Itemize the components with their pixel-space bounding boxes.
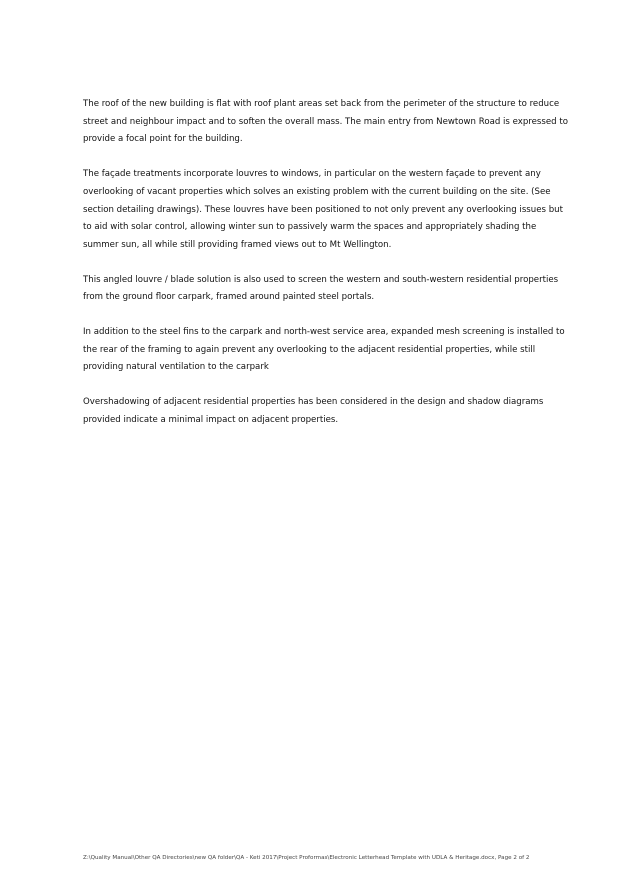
paragraph-roof: The roof of the new building is flat with roof plant areas set back from the perimeter of the structure to reduce street and neighbour impact and to soften the overall mass. The main entry from Newtown Road is expressed to provide a focal point for the building. [83, 99, 568, 145]
paragraph-louvre: This angled louvre / blade solution is also used to screen the western and south-western residential properties from the ground floor carpark, framed around painted steel portals. [83, 274, 559, 303]
page-footer-path: Z:\Quality Manual\Other QA Directories\new QA folder\QA - Keti 2017\Project Proformas\Electronic Letterhead Template with UDLA & Heritage.docx, Page 2 of 2 [83, 855, 530, 861]
document-body [83, 96, 573, 447]
paragraph-mesh-screening: In addition to the steel fins to the carpark and north-west service area, expanded mesh screening is installed to the rear of the framing to again prevent any overlooking to the adjacent residential properties, while still providing natural ventilation to the carpark [83, 327, 565, 373]
paragraph-facade: The façade treatments incorporate louvres to windows, in particular on the western façade to prevent any overlooking of vacant properties which solves an existing problem with the current building on the site. (See section detailing drawings). These louvres have been positioned to not only prevent any overlooking issues but to aid with solar control, allowing winter sun to passively warm the spaces and appropriately shading the summer sun, all while still providing framed views out to Mt Wellington. [83, 169, 563, 250]
paragraph-overshadowing: Overshadowing of adjacent residential properties has been considered in the design and shadow diagrams provided indicate a minimal impact on adjacent properties. [83, 397, 544, 425]
